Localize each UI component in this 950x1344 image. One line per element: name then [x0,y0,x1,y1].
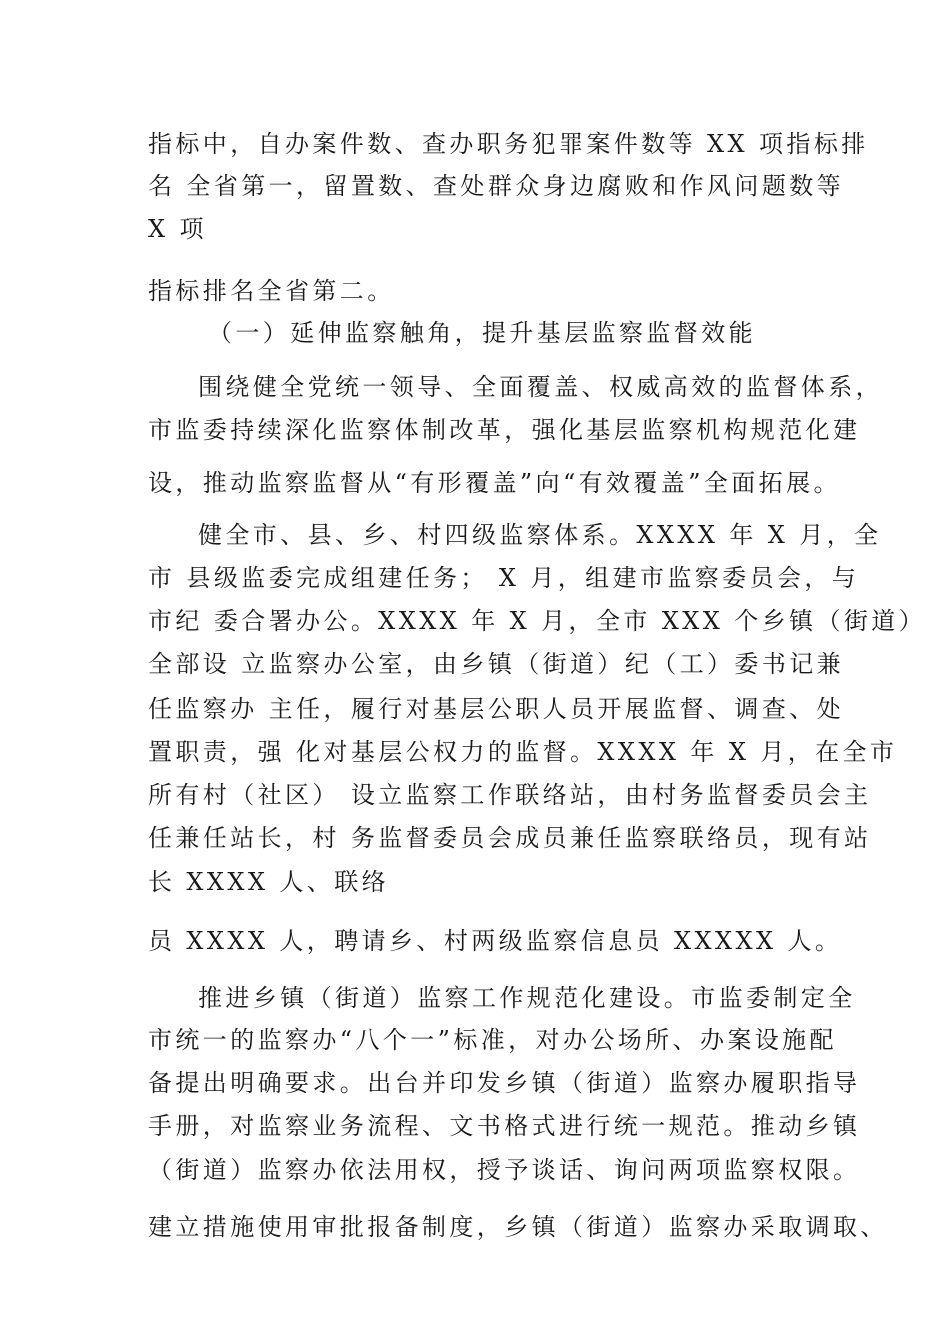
paragraph-line: 市纪 委合署办公。XXXX 年 X 月，全市 XXX 个乡镇（街道） [148,607,927,635]
paragraph-line: X 项 [148,215,207,243]
paragraph-line: 市监委持续深化监察体制改革，强化基层监察机构规范化建 [148,416,861,444]
paragraph-line: 任监察办 主任，履行对基层公职人员开展监督、调查、处 [148,695,845,723]
paragraph-line: 围绕健全党统一领导、全面覆盖、权威高效的监督体系， [198,373,883,401]
paragraph-line: 名 全省第一，留置数、查处群众身边腐败和作风问题数等 [148,172,845,200]
paragraph-line: 全部设 立监察办公室，由乡镇（街道）纪（工）委书记兼 [148,650,845,678]
paragraph-line: 健全市、县、乡、村四级监察体系。XXXX 年 X 月，全 [198,521,882,549]
paragraph-line: 推进乡镇（街道）监察工作规范化建设。市监委制定全 [198,984,856,1012]
paragraph-line: 指标中，自办案件数、查办职务犯罪案件数等 XX 项指标排 [148,130,869,158]
paragraph-line: 置职责，强 化对基层公权力的监督。XXXX 年 X 月，在全市 [148,738,898,766]
paragraph-line: 手册，对监察业务流程、文书格式进行统一规范。推动乡镇 [148,1112,861,1140]
paragraph-line: 市统一的监察办“八个一”标准，对办公场所、办案设施配 [148,1026,837,1054]
paragraph-line: 设，推动监察监督从“有形覆盖”向“有效覆盖”全面拓展。 [148,469,841,497]
paragraph-line: 备提出明确要求。出台并印发乡镇（街道）监察办履职指导 [148,1069,861,1097]
paragraph-line: 建立措施使用审批报备制度，乡镇（街道）监察办采取调取、 [148,1213,888,1241]
section-heading: （一）延伸监察触角，提升基层监察监督效能 [208,319,756,347]
paragraph-line: 员 XXXX 人，聘请乡、村两级监察信息员 XXXXX 人。 [148,927,843,955]
paragraph-line: （街道）监察办依法用权，授予谈话、询问两项监察权限。 [148,1156,861,1184]
paragraph-line: 指标排名全省第二。 [148,277,395,305]
paragraph-line: 所有村（社区） 设立监察工作联络站，由村务监督委员会主 [148,781,872,809]
paragraph-line: 任兼任站长，村 务监督委员会成员兼任监察联络员，现有站 [148,824,872,852]
paragraph-line: 长 XXXX 人、联络 [148,868,390,896]
paragraph-line: 市 县级监委完成组建任务； X 月，组建市监察委员会，与 [148,564,860,592]
